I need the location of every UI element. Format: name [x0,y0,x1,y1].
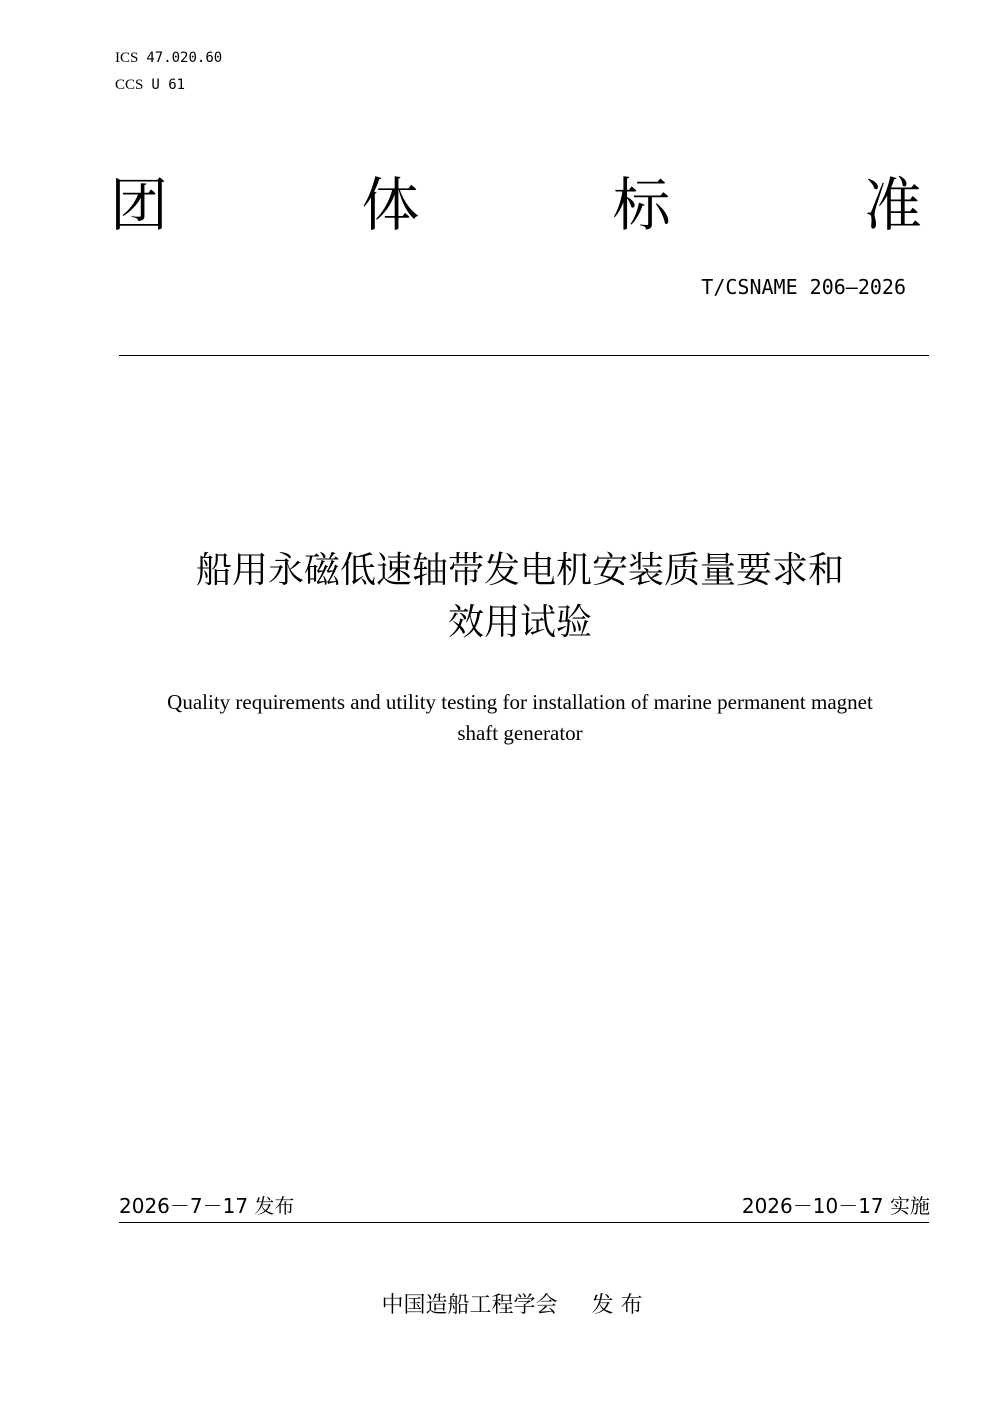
publisher-name: 中国造船工程学会 [381,1293,558,1318]
title-english-line-1: Quality requirements and utility testing for installation of marine permanent magnet [167,690,873,714]
header-divider [119,355,929,356]
standard-type-char: 体 [361,171,420,239]
publisher-action: 发 布 [591,1293,643,1318]
ics-label: ICS [115,50,139,66]
title-chinese-line-1: 船用永磁低速轴带发电机安装质量要求和 [195,550,844,591]
title-chinese-line-2: 效用试验 [447,602,592,643]
standard-type-char: 准 [863,171,922,239]
standard-type-heading [110,170,922,240]
footer-divider [119,1222,929,1223]
title-english [110,687,930,749]
publisher-line [0,1290,1000,1322]
ccs-label: CCS [115,77,144,93]
standard-type-char: 标 [612,171,671,239]
ics-classification [115,49,222,67]
standard-type-char: 团 [110,171,169,239]
title-chinese [110,545,930,649]
ics-code: 47.020.60 [146,50,223,66]
ccs-code: U 61 [151,77,186,93]
implementation-date: 2026－10－17 实施 [741,1194,930,1218]
ccs-classification [115,76,185,94]
title-english-line-2: shaft generator [457,721,583,745]
standard-number: T/CSNAME 206—2026 [701,275,906,299]
issue-date: 2026－7－17 发布 [119,1194,295,1218]
